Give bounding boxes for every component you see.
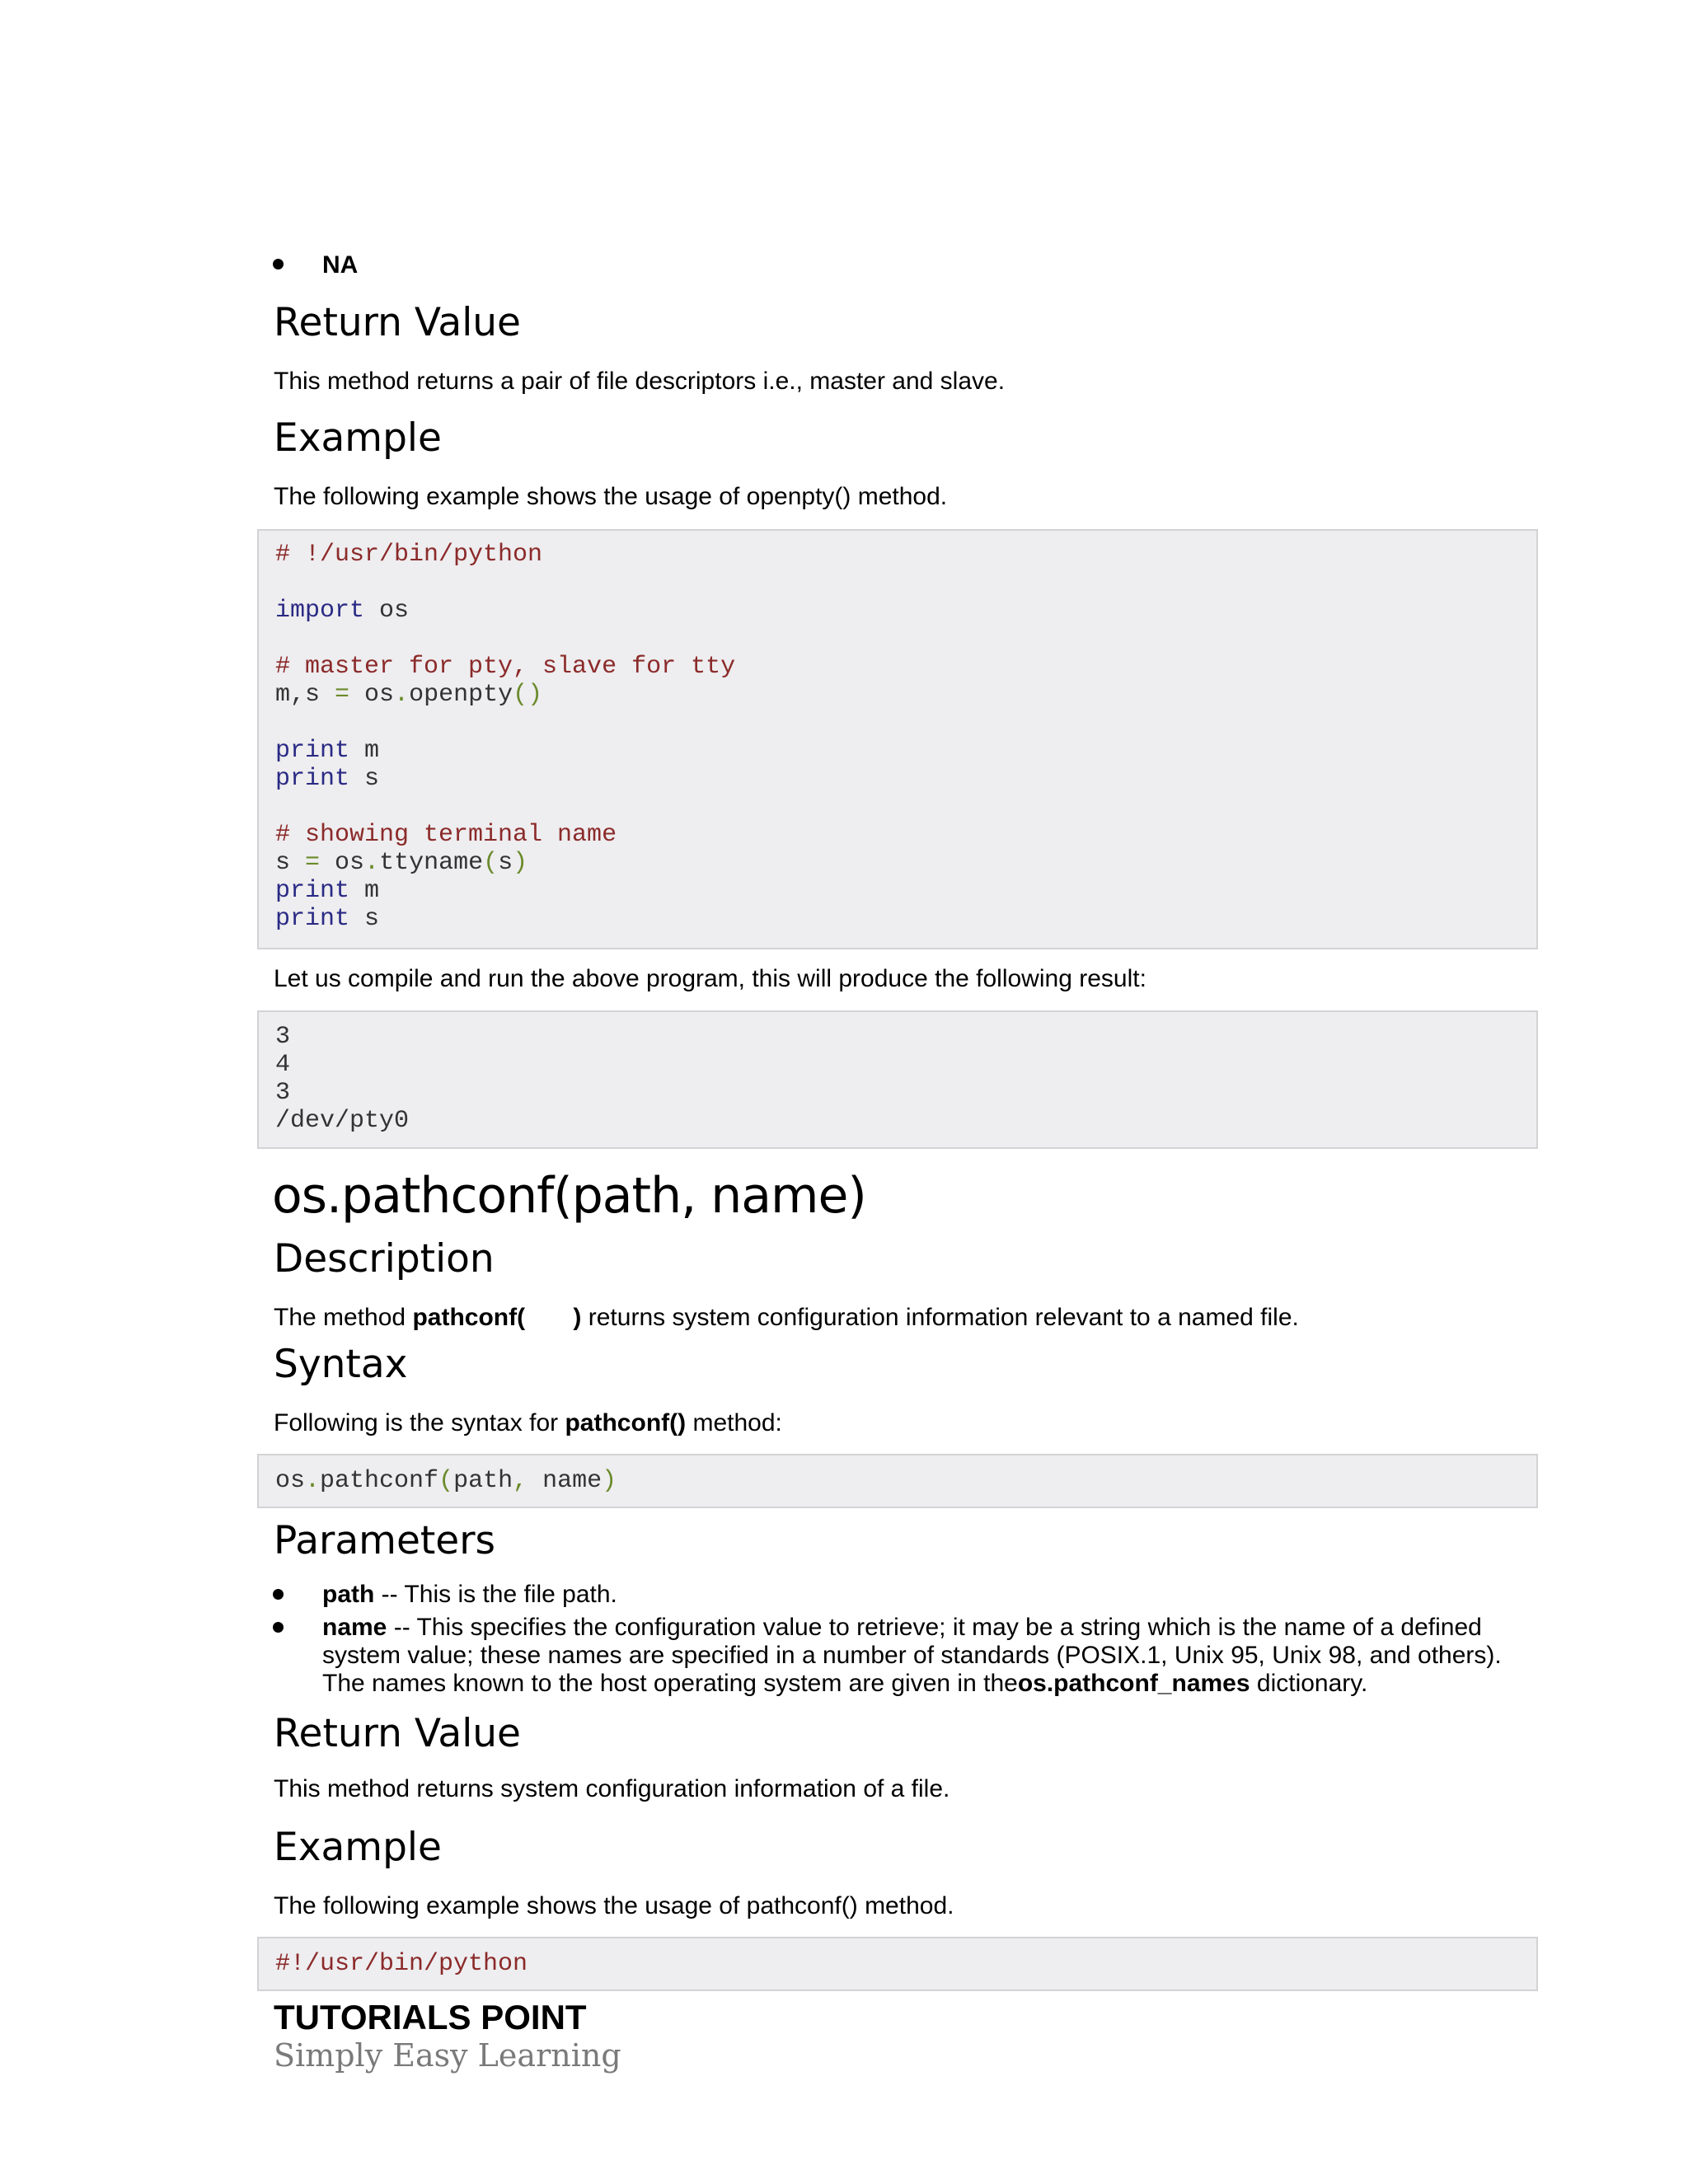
syntax-heading: Syntax <box>274 1342 408 1387</box>
result-intro-text: Let us compile and run the above program, this will produce the following result: <box>274 965 1146 992</box>
code-token: os <box>320 849 365 877</box>
code-token: m <box>349 737 380 765</box>
code-token: s <box>349 765 380 793</box>
code-token: pathconf <box>320 1467 439 1495</box>
syntax-code-block <box>257 1454 1538 1508</box>
code-token: openpty <box>409 681 513 709</box>
output-line: /dev/pty0 <box>275 1107 410 1135</box>
return-value-text-2: This method returns system configuration information of a file. <box>274 1775 950 1802</box>
output-line: 3 <box>275 1079 291 1107</box>
example-text: The following example shows the usage of openpty() method. <box>274 483 948 510</box>
code-token: ttyname <box>379 849 484 877</box>
code-token: ) <box>513 849 528 877</box>
code-token: = <box>305 849 321 877</box>
syntax-bold: pathconf() <box>565 1409 687 1436</box>
syntax-code <box>275 1467 617 1495</box>
param-name-line3-pre: The names known to the host operating system are given in the <box>322 1670 1018 1697</box>
code-token: m <box>349 877 380 905</box>
param-name-line1 <box>322 1614 1522 1642</box>
example-text-2: The following example shows the usage of pathconf() method. <box>274 1892 954 1919</box>
code-token: s <box>275 849 306 877</box>
code-token: , <box>513 1467 528 1495</box>
code-token: () <box>513 681 543 709</box>
code-line <box>275 765 735 793</box>
code-line <box>275 849 735 877</box>
output-line: 4 <box>275 1051 291 1079</box>
code-token: # !/usr/bin/python <box>275 541 543 569</box>
code-token: os <box>364 597 410 625</box>
method-title: os.pathconf(path, name) <box>272 1167 866 1225</box>
code-token: print <box>275 737 350 765</box>
code-line <box>275 821 735 849</box>
code-line <box>275 877 735 905</box>
param-name-line3-bold: os.pathconf_names <box>1017 1670 1250 1697</box>
param-name-line2: system value; these names are specified in a number of standards (POSIX.1, Unix 95, Unix 98, and others). <box>322 1642 1502 1669</box>
return-value-heading-2: Return Value <box>274 1711 521 1756</box>
param-path-name: path <box>322 1581 375 1608</box>
description-pre: The method <box>274 1304 413 1331</box>
param-path <box>322 1581 617 1609</box>
code-line <box>275 905 735 933</box>
example-heading: Example <box>274 415 442 461</box>
code-line <box>275 569 735 597</box>
code-token: # showing terminal name <box>275 821 617 849</box>
code-line <box>275 653 735 681</box>
code-token: path <box>453 1467 513 1495</box>
code-token: print <box>275 905 350 933</box>
code-token: ( <box>483 849 499 877</box>
parameters-heading: Parameters <box>274 1518 496 1563</box>
code-pathconf: #!/usr/bin/python <box>275 1950 528 1978</box>
param-name <box>322 1614 1522 1698</box>
code-block-openpty <box>257 529 1538 949</box>
code-token: s <box>498 849 513 877</box>
output-text <box>275 1023 409 1135</box>
return-value-heading: Return Value <box>274 300 521 345</box>
param-name-line3 <box>322 1670 1522 1698</box>
code-line <box>275 737 735 765</box>
code-token: print <box>275 765 350 793</box>
code-token: m,s <box>275 681 335 709</box>
code-token: . <box>305 1467 321 1495</box>
code-token: = <box>335 681 350 709</box>
param-path-text: -- This is the file path. <box>374 1581 617 1608</box>
example-heading-2: Example <box>274 1825 442 1870</box>
code-line <box>275 625 735 653</box>
code-token: . <box>394 681 410 709</box>
code-openpty <box>275 541 735 933</box>
code-token: os <box>275 1467 306 1495</box>
code-token: name <box>528 1467 603 1495</box>
bullet-marker <box>273 1622 284 1633</box>
description-text <box>274 1304 1299 1332</box>
code-token: ( <box>438 1467 454 1495</box>
code-block-pathconf <box>257 1937 1538 1991</box>
param-name-first <box>322 1614 1482 1642</box>
bullet-marker <box>273 259 284 269</box>
footer-brand: TUTORIALS POINT <box>274 1998 587 2036</box>
description-post: returns system configuration information relevant to a named file. <box>581 1304 1299 1331</box>
return-value-text: This method returns a pair of file descriptors i.e., master and slave. <box>274 368 1006 395</box>
param-name-line3-post: dictionary. <box>1250 1670 1368 1697</box>
param-name-name: name <box>322 1614 387 1641</box>
code-token: print <box>275 877 350 905</box>
description-heading: Description <box>274 1236 495 1282</box>
code-line <box>275 541 735 569</box>
code-token: s <box>349 905 380 933</box>
code-token: # master for pty, slave for tty <box>275 653 736 681</box>
param-name-line1-text: -- This specifies the configuration value to retrieve; it may be a string which is the name of a defined <box>387 1614 1482 1641</box>
output-block <box>257 1010 1538 1149</box>
code-token: import <box>275 597 365 625</box>
code-line <box>275 709 735 737</box>
footer-tagline: Simply Easy Learning <box>274 2037 621 2074</box>
code-token: ) <box>602 1467 617 1495</box>
code-line <box>275 597 735 625</box>
syntax-pre: Following is the syntax for <box>274 1409 565 1436</box>
code-line <box>275 793 735 821</box>
bullet-na: NA <box>322 251 359 279</box>
bullet-marker <box>273 1589 284 1600</box>
syntax-post: method: <box>686 1409 782 1436</box>
description-bold: pathconf( ) <box>412 1304 582 1331</box>
output-line: 3 <box>275 1023 291 1051</box>
code-token: os <box>349 681 395 709</box>
syntax-text <box>274 1409 782 1437</box>
code-line <box>275 681 735 709</box>
code-token: . <box>364 849 380 877</box>
